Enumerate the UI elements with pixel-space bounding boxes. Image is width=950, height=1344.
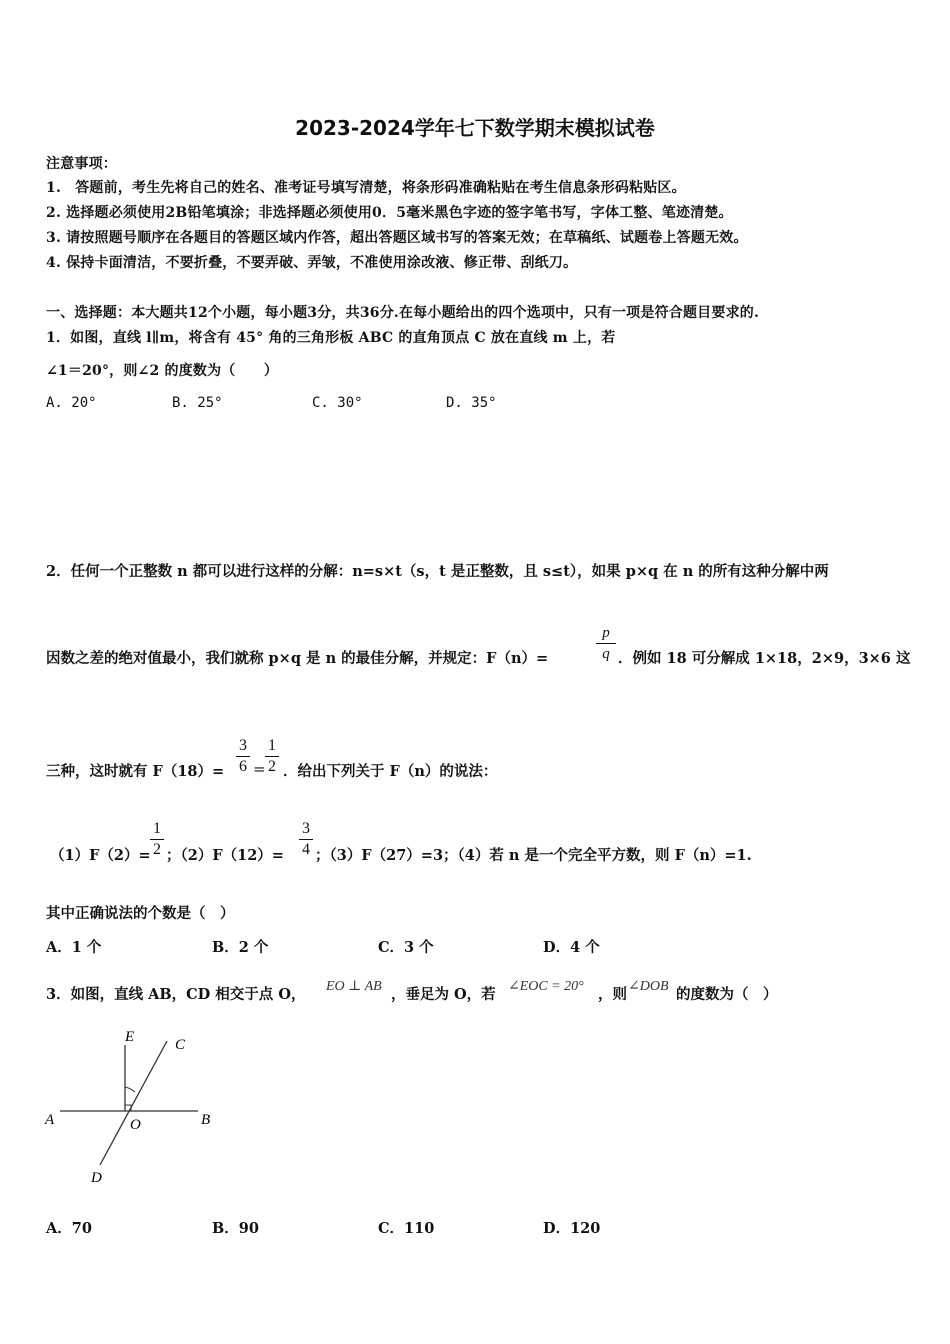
equals-sign: = (253, 760, 266, 778)
frac-numerator: p (602, 625, 610, 641)
q2-line2-pre: 因数之差的绝对值最小，我们就称 p×q 是 n 的最佳分解，并规定：F（n）= (46, 650, 549, 667)
q2-option-b: B．2 个 (212, 939, 269, 956)
q1-option-a: A. 20° (46, 395, 97, 411)
note-item-2: 2. 选择题必须使用2B铅笔填涂；非选择题必须使用0．5毫米黑色字迹的签字笔书写，字体工整、笔迹清楚。 (46, 205, 733, 221)
label-d: D (91, 1170, 102, 1186)
q3-text-pre: 3．如图，直线 AB，CD 相交于点 O， (46, 986, 306, 1003)
q1-option-d: D. 35° (446, 395, 497, 411)
q3-option-a: A．70 (46, 1220, 92, 1237)
frac-bar (150, 839, 164, 840)
q2-option-a: A．1 个 (46, 939, 102, 956)
q2-line1: 2．任何一个正整数 n 都可以进行这样的分解：n=s×t（s，t 是正整数，且 s≤t），如果 p×q 在 n 的所有这种分解中两 (46, 563, 829, 580)
q2-line2-post: ．例如 18 可分解成 1×18，2×9，3×6 这 (618, 650, 911, 667)
label-o: O (130, 1117, 141, 1133)
frac-numerator: 3 (239, 737, 247, 754)
section-heading: 一、选择题：本大题共12个小题，每小题3分，共36分.在每小题给出的四个选项中，只有一项是符合题目要求的. (46, 305, 760, 321)
frac-denominator: q (602, 646, 610, 662)
q2-option-d: D．4 个 (543, 939, 600, 956)
q1-line1: 1．如图，直线 l∥m，将含有 45° 角的三角形板 ABC 的直角顶点 C 放在直线 m 上，若 (46, 330, 616, 346)
q1-line2: ∠1＝20°，则∠2 的度数为（ ） (46, 363, 279, 379)
frac-bar (265, 756, 279, 757)
frac-bar (236, 756, 250, 757)
q2-statement-2: ；（2）F（12）= (166, 847, 284, 864)
q2-line3-pre: 三种，这时就有 F（18）= (46, 763, 225, 780)
q3-figure (40, 1025, 230, 1190)
q3-math-angle-eoc: ∠EOC = 20° (508, 979, 584, 994)
frac-denominator: 2 (153, 841, 161, 858)
notes-heading: 注意事项： (46, 156, 117, 172)
frac-numerator: 1 (153, 820, 161, 837)
line-cd (100, 1041, 167, 1165)
fraction-3-over-6 (236, 737, 250, 776)
q1-option-b: B. 25° (172, 395, 223, 411)
q3-text-mid2: ，则 (598, 986, 627, 1003)
frac-numerator: 1 (268, 737, 276, 754)
q3-text-mid: ，垂足为 O，若 (391, 986, 496, 1003)
label-e: E (125, 1029, 135, 1045)
q3-text-post: 的度数为（ ） (676, 986, 778, 1003)
frac-denominator: 2 (268, 758, 276, 775)
frac-denominator: 4 (302, 841, 310, 858)
label-b: B (201, 1112, 211, 1128)
q2-line3-post: ．给出下列关于 F（n）的说法： (283, 763, 498, 780)
q2-ask: 其中正确说法的个数是（ ） (46, 905, 235, 922)
note-item-3: 3. 请按照题号顺序在各题目的答题区域内作答，超出答题区域书写的答案无效；在草稿纸、试题卷上答题无效。 (46, 230, 748, 246)
note-item-4: 4. 保持卡面清洁，不要折叠，不要弄破、弄皱，不准使用涂改液、修正带、刮纸刀。 (46, 255, 578, 271)
q3-option-b: B．90 (212, 1220, 259, 1237)
page-title: 2023-2024学年七下数学期末模拟试卷 (295, 116, 655, 140)
q3-option-c: C．110 (378, 1220, 435, 1237)
q2-statements-rest: ；（3）F（27）=3；（4）若 n 是一个完全平方数，则 F（n）=1. (315, 847, 752, 864)
q3-option-d: D．120 (543, 1220, 601, 1237)
frac-denominator: 6 (239, 758, 247, 775)
fraction-1-over-2 (265, 737, 279, 776)
q3-math-perp: EO ⊥ AB (326, 979, 382, 994)
frac-bar (596, 643, 616, 644)
q3-math-angle-dob: ∠DOB (628, 979, 669, 994)
q2-option-c: C．3 个 (378, 939, 434, 956)
fraction-p-over-q (596, 624, 616, 663)
note-item-1: 1. 答题前，考生先将自己的姓名、准考证号填写清楚，将条形码准确粘贴在考生信息条形码粘贴区。 (46, 180, 686, 196)
label-c: C (175, 1037, 186, 1053)
frac-bar (299, 839, 313, 840)
fraction-statement-2 (299, 820, 313, 859)
label-a: A (45, 1112, 55, 1128)
angle-arc (125, 1087, 135, 1092)
frac-numerator: 3 (302, 820, 310, 837)
q2-statement-1: （1）F（2）= (50, 847, 151, 864)
q1-option-c: C. 30° (312, 395, 363, 411)
fraction-statement-1 (150, 820, 164, 859)
